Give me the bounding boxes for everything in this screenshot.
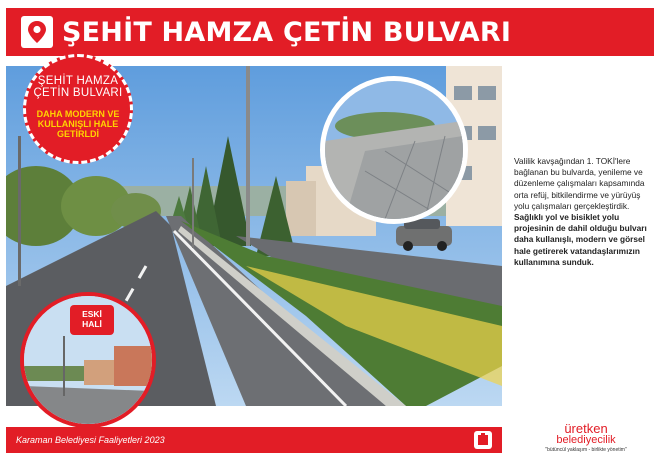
footer-text: Karaman Belediyesi Faaliyetleri 2023 bbox=[16, 435, 165, 445]
footer-bar bbox=[6, 427, 502, 453]
badge-title bbox=[26, 75, 130, 99]
municipality-seal-icon bbox=[473, 430, 493, 455]
brand-logo bbox=[526, 422, 646, 454]
detail-photo bbox=[320, 76, 468, 224]
page-title: ŞEHİT HAMZA ÇETİN BULVARI bbox=[62, 17, 512, 48]
old-state-label-line2: HALİ bbox=[82, 319, 102, 329]
body-paragraph-1: Valilik kavşağından 1. TOKİ'lere bağlanan bu bulvarda, yenileme ve düzenleme çalışmaları kapsamında orta refüj, bitkilendirme ve yürüyüş yolu çalışmaları gerçekleştirdik. bbox=[514, 156, 645, 211]
brand-line2: belediyecilik bbox=[556, 434, 616, 446]
badge-subtitle-line3: GETİRLDİ bbox=[57, 129, 99, 139]
location-pin-icon bbox=[21, 16, 53, 48]
body-paragraph-2: Sağlıklı yol ve bisiklet yolu projesinin de dahil olduğu bulvarı daha kullanışlı, modern ve görsel hale getirerek vatandaşlarımızın kullanımına sunduk. bbox=[514, 212, 647, 267]
body-text bbox=[514, 156, 650, 268]
badge-subtitle-line2: KULLANIŞLI HALE bbox=[37, 119, 119, 129]
badge-title-line2: ÇETİN BULVARI bbox=[33, 87, 123, 99]
badge-title-line1: ŞEHİT HAMZA bbox=[37, 75, 119, 87]
headline-badge bbox=[23, 54, 133, 164]
old-state-label-line1: ESKİ bbox=[82, 309, 102, 319]
brand-line1: üretken bbox=[564, 421, 608, 436]
badge-subtitle bbox=[30, 109, 126, 139]
header-bar bbox=[6, 8, 654, 56]
old-state-label bbox=[70, 305, 114, 335]
brand-tagline: "bütüncül yaklaşım - birlikte yönetim" bbox=[545, 447, 627, 453]
badge-subtitle-line1: DAHA MODERN VE bbox=[36, 109, 120, 119]
